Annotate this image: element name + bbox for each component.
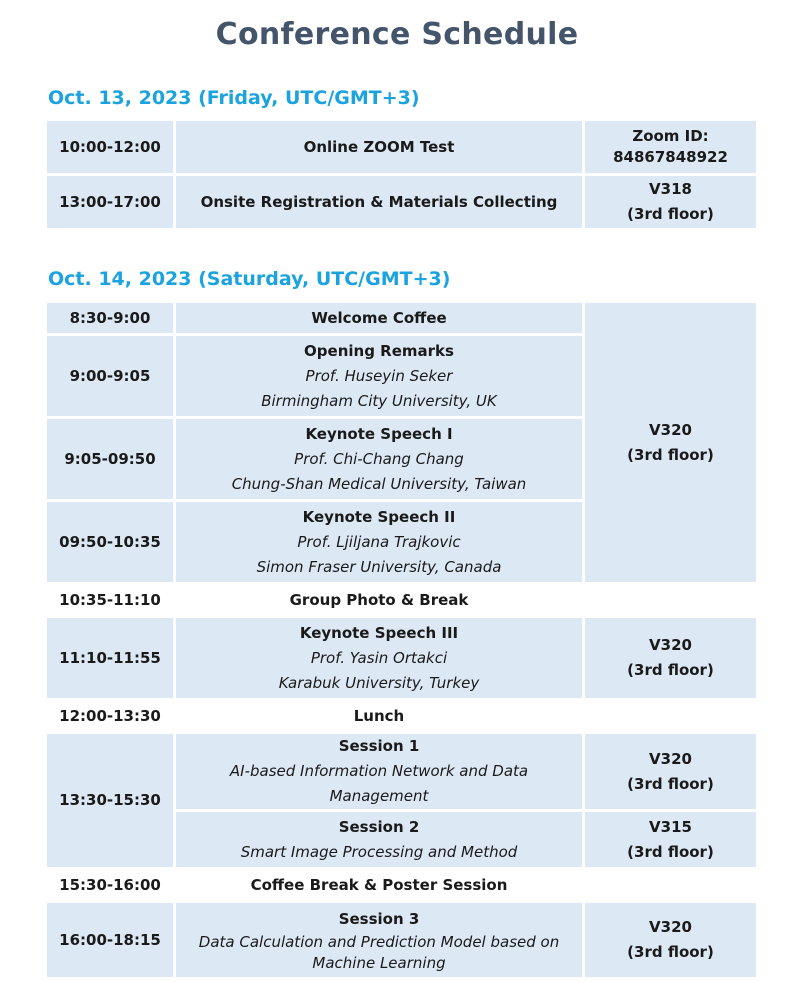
table-row bbox=[47, 870, 756, 900]
speaker-name: Prof. Chi-Chang Chang bbox=[294, 449, 464, 468]
time-cell: 13:30-15:30 bbox=[47, 734, 173, 867]
session-title: Session 3 bbox=[338, 909, 420, 928]
table-row bbox=[47, 176, 756, 228]
time-cell: 09:50-10:35 bbox=[47, 502, 173, 582]
time-cell: 8:30-9:00 bbox=[47, 303, 173, 333]
time-cell: 16:00-18:15 bbox=[47, 903, 173, 977]
room-line2: (3rd floor) bbox=[627, 774, 714, 793]
room-cell bbox=[585, 701, 756, 731]
session-title: Session 2 bbox=[338, 817, 420, 836]
event-cell bbox=[176, 812, 582, 867]
table-row bbox=[47, 618, 756, 698]
room-cell bbox=[585, 812, 756, 867]
room-line2: 84867848922 bbox=[613, 148, 728, 166]
event-title: Opening Remarks bbox=[304, 341, 454, 360]
room-line2: (3rd floor) bbox=[627, 943, 714, 961]
speaker-affiliation: Simon Fraser University, Canada bbox=[256, 557, 502, 576]
time-cell: 13:00-17:00 bbox=[47, 176, 173, 228]
room-cell bbox=[585, 585, 756, 615]
room-line2: (3rd floor) bbox=[627, 842, 714, 861]
event-cell bbox=[176, 903, 582, 977]
time-cell: 9:05-09:50 bbox=[47, 419, 173, 499]
session-topic: AI-based Information Network and Data Management bbox=[229, 762, 529, 805]
event-cell: Group Photo & Break bbox=[176, 585, 582, 615]
speaker-name: Prof. Yasin Ortakci bbox=[310, 648, 448, 667]
time-cell: 12:00-13:30 bbox=[47, 701, 173, 731]
room-line1: V320 bbox=[649, 918, 692, 936]
room-line1: V320 bbox=[649, 636, 692, 654]
room-line1: V320 bbox=[649, 420, 692, 439]
room-line1: Zoom ID: bbox=[632, 127, 709, 145]
event-cell bbox=[176, 502, 582, 582]
session-topic: Data Calculation and Prediction Model based on Machine Learning bbox=[198, 932, 560, 972]
room-line1: V318 bbox=[649, 180, 692, 198]
room-cell bbox=[585, 303, 756, 582]
day1-schedule-table bbox=[44, 118, 759, 231]
room-line1: V320 bbox=[649, 749, 692, 768]
event-title: Keynote Speech II bbox=[302, 507, 456, 526]
time-cell: 10:35-11:10 bbox=[47, 585, 173, 615]
room-cell bbox=[585, 903, 756, 977]
speaker-name: Prof. Ljiljana Trajkovic bbox=[297, 532, 461, 551]
day1-heading: Oct. 13, 2023 (Friday, UTC/GMT+3) bbox=[48, 87, 420, 109]
room-cell bbox=[585, 176, 756, 228]
room-cell bbox=[585, 121, 756, 173]
event-cell: Onsite Registration & Materials Collecting bbox=[176, 176, 582, 228]
room-cell bbox=[585, 870, 756, 900]
event-cell bbox=[176, 419, 582, 499]
table-row bbox=[47, 121, 756, 173]
speaker-affiliation: Karabuk University, Turkey bbox=[278, 673, 480, 692]
day2-schedule-table bbox=[44, 300, 759, 980]
event-cell: Online ZOOM Test bbox=[176, 121, 582, 173]
room-cell bbox=[585, 734, 756, 809]
table-row bbox=[47, 734, 756, 809]
table-row bbox=[47, 585, 756, 615]
room-line2: (3rd floor) bbox=[627, 445, 714, 464]
speaker-affiliation: Birmingham City University, UK bbox=[261, 391, 497, 410]
event-title: Keynote Speech III bbox=[299, 623, 459, 642]
event-cell bbox=[176, 618, 582, 698]
room-line1: V315 bbox=[649, 817, 692, 836]
time-cell: 11:10-11:55 bbox=[47, 618, 173, 698]
event-cell bbox=[176, 734, 582, 809]
event-cell: Welcome Coffee bbox=[176, 303, 582, 333]
time-cell: 15:30-16:00 bbox=[47, 870, 173, 900]
table-row bbox=[47, 903, 756, 977]
event-cell bbox=[176, 336, 582, 416]
speaker-affiliation: Chung-Shan Medical University, Taiwan bbox=[231, 474, 527, 493]
page-title: Conference Schedule bbox=[215, 17, 579, 52]
room-line2: (3rd floor) bbox=[627, 661, 714, 679]
room-cell bbox=[585, 618, 756, 698]
speaker-name: Prof. Huseyin Seker bbox=[305, 366, 453, 385]
event-cell: Lunch bbox=[176, 701, 582, 731]
session-title: Session 1 bbox=[338, 737, 420, 755]
room-line2: (3rd floor) bbox=[627, 205, 714, 223]
session-topic: Smart Image Processing and Method bbox=[240, 842, 518, 861]
event-title: Keynote Speech I bbox=[305, 424, 453, 443]
table-row bbox=[47, 303, 756, 333]
event-cell: Coffee Break & Poster Session bbox=[176, 870, 582, 900]
table-row bbox=[47, 701, 756, 731]
time-cell: 10:00-12:00 bbox=[47, 121, 173, 173]
day2-heading: Oct. 14, 2023 (Saturday, UTC/GMT+3) bbox=[48, 268, 451, 290]
time-cell: 9:00-9:05 bbox=[47, 336, 173, 416]
